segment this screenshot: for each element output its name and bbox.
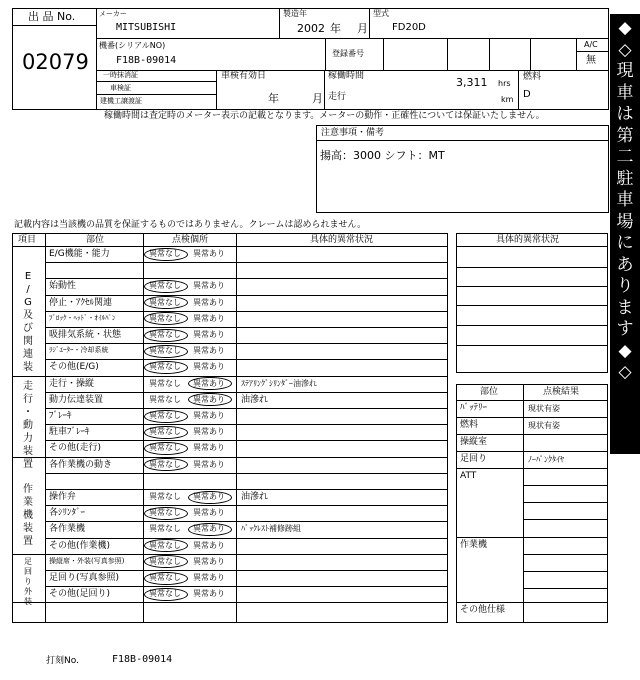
g0c4: び: [23, 323, 33, 334]
check-ng[interactable]: 異常あり: [193, 540, 225, 550]
insp-year-unit: 年: [268, 92, 279, 105]
group-label-char: 行: [23, 393, 33, 405]
circle-ok-mark: [144, 361, 188, 374]
notes-text: 揚高：3000 シフト：MT: [320, 149, 445, 162]
item-no: 02079: [22, 50, 89, 74]
row-part: その他(走行): [49, 443, 102, 454]
group-label-char: 装: [24, 596, 32, 606]
check-ok[interactable]: 異常なし: [149, 249, 181, 258]
maker-label: メーカー: [99, 10, 127, 18]
group-label: [22, 557, 34, 607]
ac-value: 無: [586, 55, 596, 66]
circle-ok-mark: [144, 458, 188, 471]
sidebar-char: ◇: [618, 362, 632, 382]
group-label-engine: E / G 及 び 関 連 装: [23, 271, 33, 373]
year-value: 2002: [297, 22, 325, 35]
location-banner: [610, 14, 640, 454]
check-ng[interactable]: 異常あり: [193, 362, 225, 372]
check-ng[interactable]: 異常あり: [193, 330, 225, 339]
sidebar-char: あ: [616, 254, 634, 275]
check-ng[interactable]: 異常あり: [193, 589, 225, 599]
check-ok[interactable]: 異常なし: [149, 589, 181, 599]
year-unit: 年: [330, 22, 341, 35]
vehicle-cert-label: 車検証: [110, 84, 131, 92]
sidebar-char: 場: [616, 211, 634, 232]
result-value: 現状有姿: [528, 421, 560, 430]
row-part: 始動性: [49, 281, 77, 292]
sidebar-char: 第: [616, 125, 634, 146]
group-label-char: ・: [23, 406, 33, 418]
notes-label: 注意事項・備考: [321, 128, 385, 138]
const-cert-label: 建機工譲渡証: [100, 97, 142, 105]
model-label: 型式: [373, 9, 389, 18]
g0c2: G: [24, 297, 32, 308]
row-part: 各作業機: [49, 524, 86, 535]
item-no-label: 出 品 No.: [28, 10, 76, 23]
check-ok[interactable]: 異常なし: [149, 346, 181, 356]
km-unit: km: [501, 95, 514, 104]
result-part: 作業機: [460, 540, 488, 550]
row-detail: 油滲れ: [241, 492, 269, 502]
col-check: 点検個所: [172, 235, 209, 245]
check-ok[interactable]: 異常なし: [149, 427, 181, 437]
group-label-char: 置: [23, 535, 33, 547]
check-ok[interactable]: 異常なし: [149, 281, 181, 291]
circle-ok-mark: [144, 507, 188, 520]
check-ng[interactable]: 異常あり: [193, 281, 225, 291]
check-ok[interactable]: 異常なし: [149, 297, 181, 307]
check-ng[interactable]: 異常あり: [193, 573, 225, 582]
sidebar-char: に: [616, 233, 634, 253]
col-part: 部位: [86, 235, 105, 245]
results-col-result: 点検結果: [543, 387, 580, 397]
circle-ok-mark: [144, 588, 188, 601]
circle-ok-mark: [144, 329, 188, 342]
serial-value: F18B-09014: [116, 55, 177, 66]
disclaimer-hours: 稼働時間は査定時のメーター表示の記載となります。メーターの動作・正確性については保証いたしません。: [104, 111, 545, 121]
row-part: 駐車ﾌﾞﾚｰｷ: [49, 427, 90, 438]
check-ng[interactable]: 異常あり: [193, 427, 225, 437]
result-part: 操縦室: [460, 437, 488, 447]
group-label: [22, 483, 34, 548]
check-ng[interactable]: 異常あり: [193, 556, 225, 566]
check-ng[interactable]: 異常あり: [193, 394, 225, 404]
group-label-char: り: [24, 576, 32, 586]
circle-ok-mark: [144, 280, 188, 293]
result-part: 燃料: [460, 420, 479, 430]
row-detail: 油滲れ: [241, 394, 269, 405]
check-ng[interactable]: 異常あり: [193, 443, 225, 453]
right-detail-table: [456, 233, 608, 373]
group-label: [22, 380, 34, 471]
circle-ok-mark: [144, 248, 188, 261]
fuel-value: D: [523, 89, 531, 100]
disclaimer-quality: 記載内容は当該機の品質を保証するものではありません。クレームは認められません。: [14, 220, 367, 230]
group-label-char: 機: [23, 509, 33, 521]
right-detail-header: 具体的異常状況: [496, 235, 560, 245]
sidebar-char: り: [616, 276, 634, 296]
check-ok[interactable]: 異常なし: [149, 508, 181, 518]
check-ng[interactable]: 異常あり: [193, 346, 225, 356]
results-col-part: 部位: [480, 387, 499, 397]
ac-label: A/C: [584, 40, 598, 49]
check-ok[interactable]: 異常なし: [149, 556, 181, 566]
row-part: 各作業機の動き: [49, 459, 113, 470]
circle-ng-mark: [188, 491, 232, 504]
hours-label: 稼働時間: [328, 71, 365, 81]
circle-ok-mark: [144, 296, 188, 309]
hours-value: 3,311: [456, 76, 488, 89]
maker-value: MITSUBISHI: [116, 22, 177, 33]
sidebar-char: は: [616, 104, 634, 124]
row-part: 各ｼﾘﾝﾀﾞｰ: [49, 508, 86, 519]
sidebar-char: す: [616, 319, 634, 339]
month-unit: 月: [357, 22, 368, 35]
group-label-char: 置: [23, 458, 33, 470]
row-part: 停止・ｱｸｾﾙ関連: [49, 297, 113, 308]
check-ng[interactable]: 異常あり: [193, 508, 225, 518]
check-ok[interactable]: 異常なし: [149, 459, 181, 469]
sidebar-char: ◆: [618, 340, 632, 361]
stamp-label: 打刻No.: [46, 656, 79, 666]
check-ok[interactable]: 異常なし: [149, 492, 181, 501]
circle-ok-mark: [144, 572, 188, 585]
row-part: 足回り(写真参照): [49, 573, 120, 583]
result-part: その他仕様: [460, 605, 506, 615]
g0c0: E: [24, 271, 32, 282]
group-label-char: 作: [23, 483, 33, 495]
check-ok[interactable]: 異常なし: [149, 524, 181, 534]
check-ok[interactable]: 異常なし: [149, 362, 181, 372]
serial-label: 機番(シリアルNO): [99, 41, 166, 50]
circle-ok-mark: [144, 345, 188, 358]
check-ng[interactable]: 異常あり: [193, 378, 225, 388]
row-detail: ｽﾃｱﾘﾝｸﾞｼﾘﾝﾀﾞｰ油滲れ: [241, 378, 317, 388]
result-part: ATT: [460, 471, 477, 481]
circle-ok-mark: [144, 410, 188, 423]
check-ng[interactable]: 異常あり: [193, 249, 225, 258]
row-part: 操縦席・外装(写真参照): [49, 556, 125, 565]
check-ok[interactable]: 異常なし: [149, 394, 181, 404]
g0c5: 関: [23, 336, 33, 347]
temp-cert-label: 一時抹消証: [103, 71, 138, 79]
check-ok[interactable]: 異常なし: [149, 540, 181, 550]
group-label-char: 装: [23, 445, 33, 457]
check-ng[interactable]: 異常あり: [193, 459, 225, 469]
hours-unit: hrs: [498, 79, 511, 88]
reg-label: 登録番号: [332, 49, 364, 58]
result-part: ﾊﾞｯﾃﾘｰ: [460, 403, 488, 413]
travel-label: 走行: [328, 92, 347, 102]
row-detail: ﾊﾞｯｸﾚｽﾄ補修跡組: [241, 524, 301, 534]
sidebar-char: ま: [616, 297, 634, 318]
sidebar-char: 車: [616, 82, 634, 103]
row-part: 動力伝達装置: [49, 394, 104, 405]
row-part: 走行・操縦: [49, 378, 95, 389]
sidebar-char: ◇: [618, 39, 632, 60]
circle-ok-mark: [144, 442, 188, 455]
g0c6: 連: [23, 349, 33, 360]
check-ok[interactable]: 異常なし: [149, 313, 181, 323]
result-value: ﾉｰﾊﾟﾝｸﾀｲﾔ: [528, 455, 564, 464]
group-label-char: 外: [24, 586, 32, 596]
group-label-char: 動: [23, 419, 33, 431]
col-item: 項目: [18, 235, 37, 245]
check-ng[interactable]: 異常あり: [193, 313, 225, 323]
sidebar-char: ◆: [618, 18, 632, 38]
notes-box: [316, 125, 609, 213]
stamp-value: F18B-09014: [112, 654, 173, 665]
row-part: ﾌﾞﾛｯｸ・ﾍｯﾄﾞ・ｵｲﾙﾊﾟﾝ: [49, 313, 116, 322]
row-part: 吸排気系統・状態: [49, 330, 122, 340]
row-part: その他(作業機): [49, 540, 111, 551]
group-label-char: 回: [24, 566, 32, 576]
row-part: E/G機能・能力: [49, 249, 110, 259]
group-label-char: 走: [23, 380, 33, 392]
check-ng[interactable]: 異常あり: [193, 411, 225, 420]
check-ok[interactable]: 異常なし: [149, 411, 181, 420]
insp-month-unit: 月: [312, 92, 323, 105]
result-part: 足回り: [460, 454, 488, 464]
circle-ng-mark: [188, 523, 232, 536]
col-detail: 具体的異常状況: [310, 235, 374, 245]
result-value: 現状有姿: [528, 404, 560, 413]
group-label-char: 足: [24, 556, 32, 566]
group-label-char: 力: [23, 432, 33, 444]
fuel-label: 燃料: [523, 72, 542, 82]
inspection-label: 車検有効日: [221, 71, 267, 81]
row-part: ﾗｼﾞｴｰﾀｰ・冷却系統: [49, 346, 109, 355]
sidebar-char: 二: [616, 147, 634, 167]
row-part: その他(E/G): [49, 362, 99, 373]
group-label-char: 装: [23, 522, 33, 534]
model-value: FD20D: [392, 22, 426, 33]
check-ng[interactable]: 異常あり: [193, 524, 225, 534]
check-ok[interactable]: 異常なし: [149, 378, 181, 388]
row-part: その他(足回り): [49, 589, 111, 600]
circle-ok-mark: [144, 539, 188, 552]
year-label: 製造年: [283, 9, 307, 18]
circle-ng-mark: [188, 377, 232, 390]
circle-ok-mark: [144, 426, 188, 439]
g0c3: 及: [23, 310, 33, 321]
check-ok[interactable]: 異常なし: [149, 443, 181, 453]
g0c7: 装: [23, 362, 33, 373]
check-ng[interactable]: 異常あり: [193, 297, 225, 307]
check-ok[interactable]: 異常なし: [149, 573, 181, 582]
check-ng[interactable]: 異常あり: [193, 492, 225, 501]
sidebar-char: 車: [616, 190, 634, 210]
check-ok[interactable]: 異常なし: [149, 330, 181, 339]
sidebar-char: 現: [616, 61, 634, 81]
sidebar-char: 駐: [616, 168, 634, 189]
row-part: ﾌﾞﾚｰｷ: [49, 411, 72, 421]
group-label-char: 業: [23, 496, 33, 508]
row-part: 操作弁: [49, 492, 77, 502]
